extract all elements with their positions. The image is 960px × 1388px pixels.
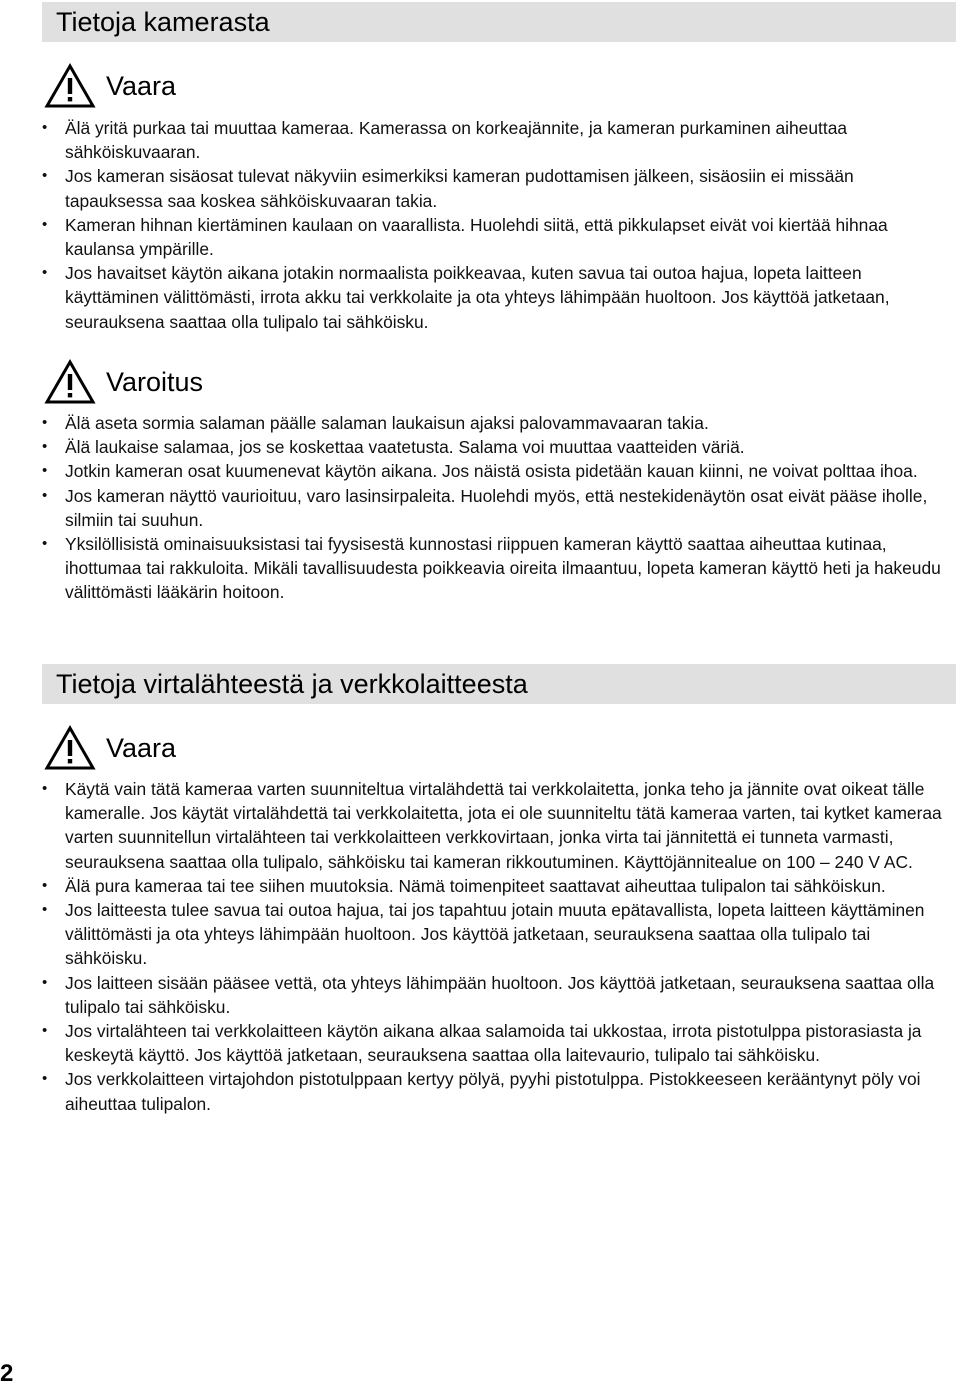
list-item: • Älä pura kameraa tai tee siihen muutoksia. Nämä toimenpiteet saattavat aiheuttaa tulipalon tai sähköiskun. [42,874,942,898]
danger-title: Vaara [106,70,177,101]
list-item: • Jos kameran sisäosat tulevat näkyviin esimerkiksi kameran pudottamisen jälkeen, sisäosiin ei missään tapauksessa saa koskea sähköiskuvaaran takia. [42,164,942,212]
danger-list [42,116,942,334]
danger-heading [44,722,176,774]
danger-heading [44,60,176,112]
section-heading-power: Tietoja virtalähteestä ja verkkolaitteesta [42,664,956,704]
caution-title: Varoitus [106,366,204,397]
danger-list [42,777,942,1116]
caution-heading [44,356,203,408]
list-item: • Jos virtalähteen tai verkkolaitteen käytön aikana alkaa salamoida tai ukkostaa, irrota pistotulppa pistorasiasta ja keskeytä käyttö. Jos käyttöä jatketaan, seurauksena saattaa olla laitevaurio, tulipalo tai sähköisku. [42,1019,942,1067]
section-heading-camera: Tietoja kamerasta [42,2,956,42]
list-item: • Käytä vain tätä kameraa varten suunniteltua virtalähdettä tai verkkolaitetta, jonka teho ja jännite ovat oikeat tälle kameralle. Jos käytät virtalähdettä tai verkkolaitetta, jota ei ole suunniteltu tätä kameraa varten, tai kytket kameraa varten suunnitellun virtalähteen tai verkkolaitteen verkkovirtaan, jonka virta tai jännitettä ei tunneta varmasti, seurauksena saattaa olla tulipalo, sähköisku tai kameran rikkoutuminen. Käyttöjännitealue on 100 – 240 V AC. [42,777,942,874]
list-item: • Yksilöllisistä ominaisuuksistasi tai fyysisestä kunnostasi riippuen kameran käyttö saattaa aiheuttaa kutinaa, ihottumaa tai rakkuloita. Mikäli tavallisuudesta poikkeavia oireita ilmaantuu, lopeta kameran käyttö heti ja hakeudu välittömästi lääkärin hoitoon. [42,532,942,605]
list-item: • Jos laitteen sisään pääsee vettä, ota yhteys lähimpään huoltoon. Jos käyttöä jatketaan, seurauksena saattaa olla tulipalo tai sähköisku. [42,971,942,1019]
list-item: • Jos kameran näyttö vaurioituu, varo lasinsirpaleita. Huolehdi myös, että nestekidenäytön osat eivät pääse iholle, silmiin tai suuhun. [42,484,942,532]
caution-list [42,411,942,605]
warning-triangle-icon [44,63,96,109]
warning-triangle-icon [44,359,96,405]
list-item: • Älä yritä purkaa tai muuttaa kameraa. Kamerassa on korkeajännite, ja kameran purkaminen aiheuttaa sähköiskuvaaran. [42,116,942,164]
list-item: • Jos laitteesta tulee savua tai outoa hajua, tai jos tapahtuu jotain muuta epätavallista, lopeta laitteen käyttäminen välittömästi ja ota yhteys lähimpään huoltoon. Jos käyttöä jatketaan, seurauksena saattaa olla tulipalo tai sähköisku. [42,898,942,971]
danger-title: Vaara [106,732,177,763]
list-item: • Jotkin kameran osat kuumenevat käytön aikana. Jos näistä osista pidetään kauan kiinni, ne voivat polttaa ihoa. [42,459,942,483]
list-item: • Jos havaitset käytön aikana jotakin normaalista poikkeavaa, kuten savua tai outoa hajua, lopeta laitteen käyttäminen välittömästi, irrota akku tai verkkolaite ja ota yhteys lähimpään huoltoon. Jos käyttöä jatketaan, seurauksena saattaa olla tulipalo tai sähköisku. [42,261,942,334]
page-number: 2 [0,1360,14,1387]
list-item: • Jos verkkolaitteen virtajohdon pistotulppaan kertyy pölyä, pyyhi pistotulppa. Pistokkeeseen kerääntynyt pöly voi aiheuttaa tulipalon. [42,1067,942,1115]
list-item: • Älä laukaise salamaa, jos se koskettaa vaatetusta. Salama voi muuttaa vaatteiden väriä. [42,435,942,459]
list-item: • Kameran hihnan kiertäminen kaulaan on vaarallista. Huolehdi siitä, että pikkulapset eivät voi kiertää hihnaa kaulansa ympärille. [42,213,942,261]
warning-triangle-icon [44,725,96,771]
list-item: • Älä aseta sormia salaman päälle salaman laukaisun ajaksi palovammavaaran takia. [42,411,942,435]
